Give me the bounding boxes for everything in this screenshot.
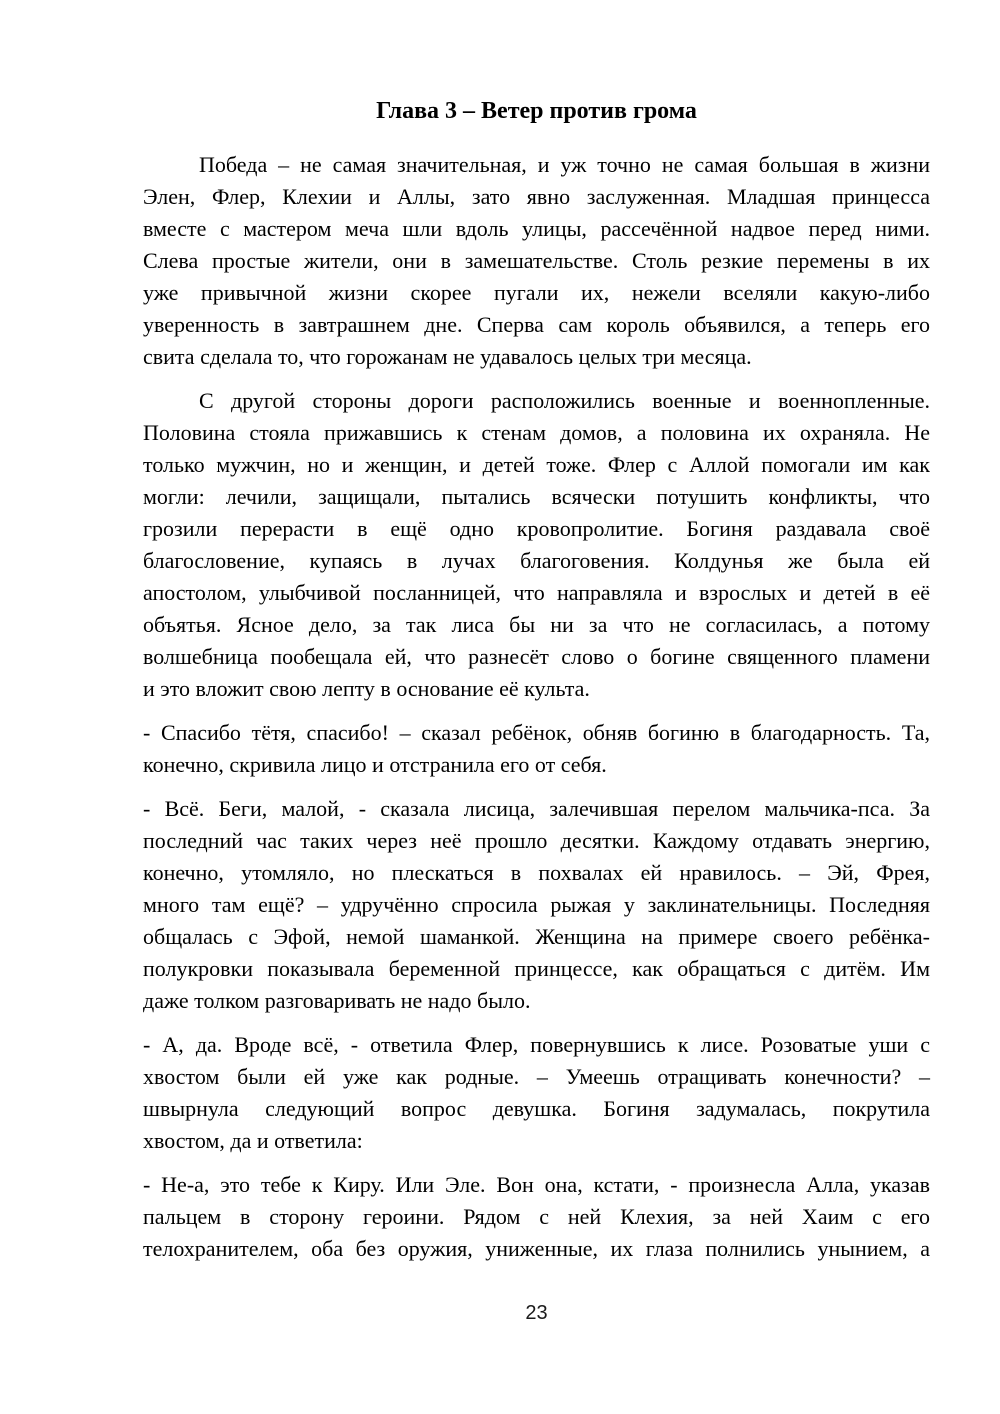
text-line: уже привычной жизни скорее пугали их, нежели вселяли какую-либо [143,280,930,305]
text-line: объятья. Ясное дело, за так лиса бы ни за что не согласилась, а потому [143,612,930,637]
text-line: вместе с мастером меча шли вдоль улицы, рассечённой надвое перед ними. [143,216,930,241]
text-line: Победа – не самая значительная, и уж точно не самая большая в жизни [199,152,930,177]
text-line: телохранителем, оба без оружия, униженные, их глаза полнились унынием, а [143,1236,930,1261]
page-number: 23 [525,1302,548,1324]
text-line: много там ещё? – удручённо спросила рыжая у заклинательницы. Последняя [143,892,930,917]
paragraph [143,793,930,1017]
text-line: швырнула следующий вопрос девушка. Богиня задумалась, покрутила [143,1096,930,1121]
text-line: апостолом, улыбчивой посланницей, что направляла и взрослых и детей в её [143,580,930,605]
text-line: волшебница пообещала ей, что разнесёт слово о богине священного пламени [143,644,930,669]
text-line: пальцем в сторону героини. Рядом с ней Клехия, за ней Хаим с его [143,1204,930,1229]
paragraph [143,1029,930,1157]
text-line: общалась с Эфой, немой шаманкой. Женщина на примере своего ребёнка- [143,924,930,949]
text-line: хвостом, да и ответила: [143,1128,363,1153]
chapter-title: Глава 3 – Ветер против грома [376,98,697,124]
text-line: грозили перерасти в ещё одно кровопролитие. Богиня раздавала своё [143,516,930,541]
paragraph [143,385,930,705]
text-line: - А, да. Вроде всё, - ответила Флер, повернувшись к лисе. Розоватые уши с [143,1032,930,1057]
text-line: могли: лечили, защищали, пытались всячески потушить конфликты, что [143,484,930,509]
paragraph [143,717,930,781]
text-line: конечно, утомляло, но плескаться в похвалах ей нравилось. – Эй, Фрея, [143,860,930,885]
text-line: Слева простые жители, они в замешательстве. Столь резкие перемены в их [143,248,930,273]
text-block [143,97,930,1265]
text-line: полукровки показывала беременной принцессе, как обращаться с дитём. Им [143,956,930,981]
paragraph [143,149,930,373]
text-line: - Не-а, это тебе к Киру. Или Эле. Вон она, кстати, - произнесла Алла, указав [143,1172,930,1197]
text-line: даже толком разговаривать не надо было. [143,988,531,1013]
text-line: уверенность в завтрашнем дне. Сперва сам король объявился, а теперь его [143,312,930,337]
text-line: свита сделала то, что горожанам не удавалось целых три месяца. [143,344,752,369]
text-line: благословение, купаясь в лучах благоговения. Колдунья же была ей [143,548,930,573]
text-line: Элен, Флер, Клехии и Аллы, зато явно заслуженная. Младшая принцесса [143,184,930,209]
text-line: - Всё. Беги, малой, - сказала лисица, залечившая перелом мальчика-пса. За [143,796,930,821]
text-line: только мужчин, но и женщин, и детей тоже. Флер с Аллой помогали им как [143,452,930,477]
text-line: Половина стояла прижавшись к стенам домов, а половина их охраняла. Не [143,420,930,445]
text-line: хвостом были ей уже как родные. – Умеешь отращивать конечности? – [143,1064,930,1089]
body-text [143,149,930,1265]
text-line: последний час таких через неё прошло десятки. Каждому отдавать энергию, [143,828,930,853]
text-line: С другой стороны дороги расположились военные и военнопленные. [199,388,930,413]
text-line: и это вложит свою лепту в основание её культа. [143,676,590,701]
paragraph [143,1169,930,1265]
text-line: - Спасибо тётя, спасибо! – сказал ребёнок, обняв богиню в благодарность. Та, [143,720,930,745]
text-line: конечно, скривила лицо и отстранила его от себя. [143,752,607,777]
